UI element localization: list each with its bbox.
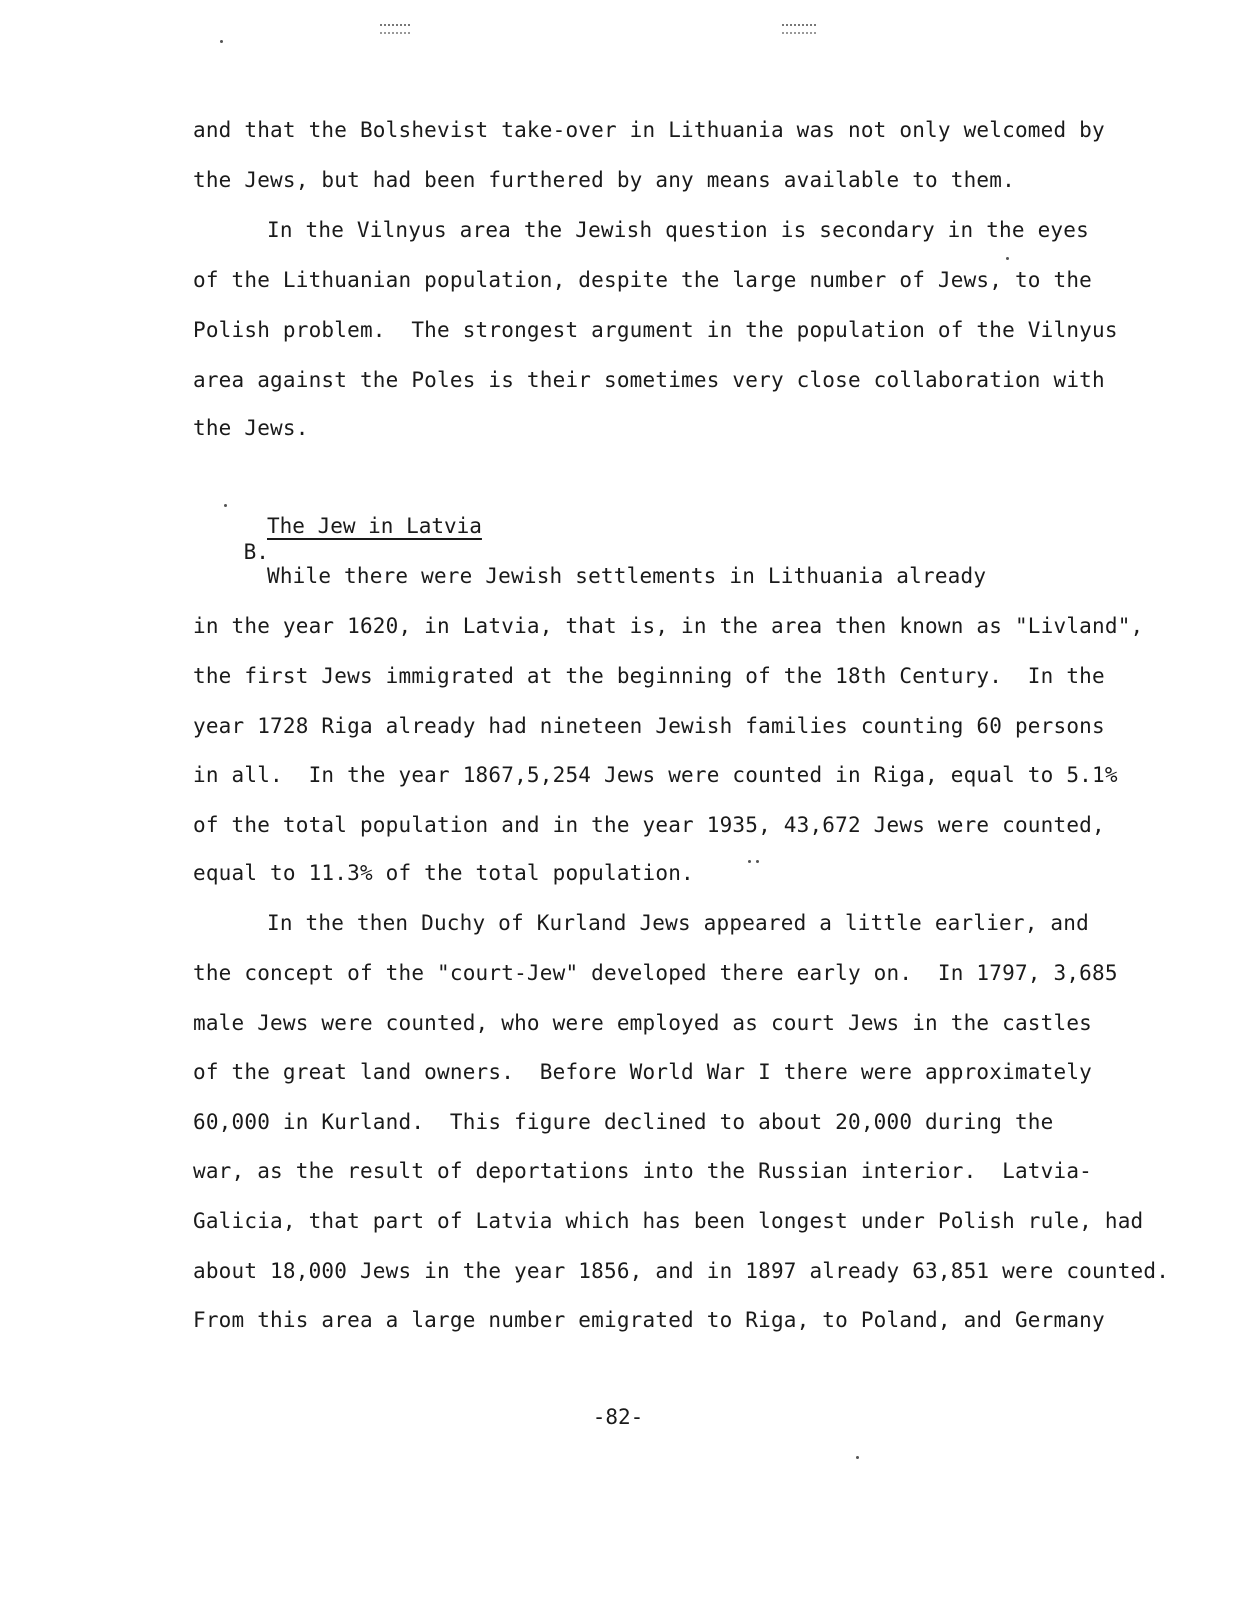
paragraph-4-line-1: In the then Duchy of Kurland Jews appeared a little earlier, and xyxy=(267,911,1089,935)
paragraph-4-line-4: of the great land owners. Before World War I there were approximately xyxy=(193,1060,1093,1084)
scan-artifact-mark xyxy=(380,24,410,34)
scan-speck xyxy=(224,504,227,507)
paragraph-3-line-7: equal to 11.3% of the total population. xyxy=(193,861,694,885)
scan-speck xyxy=(856,1456,859,1459)
paragraph-3-line-1: While there were Jewish settlements in Lithuania already xyxy=(267,564,987,588)
paragraph-3-line-5: in all. In the year 1867,5,254 Jews were counted in Riga, equal to 5.1% xyxy=(193,763,1118,787)
paragraph-2-line-4: area against the Poles is their sometimes very close collaboration with xyxy=(193,368,1105,392)
scan-artifact-mark xyxy=(782,24,816,34)
paragraph-4-line-9: From this area a large number emigrated to Riga, to Poland, and Germany xyxy=(193,1308,1105,1332)
paragraph-4-line-5: 60,000 in Kurland. This figure declined to about 20,000 during the xyxy=(193,1110,1054,1134)
scan-speck xyxy=(1006,257,1009,260)
paragraph-2-line-5: the Jews. xyxy=(193,416,309,440)
paragraph-3-line-6: of the total population and in the year 1935, 43,672 Jews were counted, xyxy=(193,813,1105,837)
paragraph-4-line-6: war, as the result of deportations into the Russian interior. Latvia- xyxy=(193,1159,1093,1183)
paragraph-2-line-2: of the Lithuanian population, despite the large number of Jews, to the xyxy=(193,268,1093,292)
scan-speck xyxy=(756,860,759,863)
paragraph-1-line-2: the Jews, but had been furthered by any means available to them. xyxy=(193,168,1015,192)
section-letter: B. xyxy=(243,540,269,564)
paragraph-4-line-7: Galicia, that part of Latvia which has been longest under Polish rule, had xyxy=(193,1209,1144,1233)
page-number: -82- xyxy=(592,1405,644,1429)
paragraph-4-line-8: about 18,000 Jews in the year 1856, and in 1897 already 63,851 were counted. xyxy=(193,1259,1170,1283)
paragraph-3-line-2: in the year 1620, in Latvia, that is, in the area then known as "Livland", xyxy=(193,614,1144,638)
section-heading xyxy=(193,513,269,591)
paragraph-3-line-4: year 1728 Riga already had nineteen Jewish families counting 60 persons xyxy=(193,714,1105,738)
paragraph-2-line-3: Polish problem. The strongest argument in the population of the Vilnyus xyxy=(193,318,1118,342)
paragraph-4-line-3: male Jews were counted, who were employed as court Jews in the castles xyxy=(193,1011,1093,1035)
scan-speck xyxy=(748,860,751,863)
paragraph-1-line-1: and that the Bolshevist take-over in Lithuania was not only welcomed by xyxy=(193,118,1105,142)
section-title: The Jew in Latvia xyxy=(267,514,482,538)
paragraph-4-line-2: the concept of the "court-Jew" developed there early on. In 1797, 3,685 xyxy=(193,961,1118,985)
paragraph-2-line-1: In the Vilnyus area the Jewish question is secondary in the eyes xyxy=(267,218,1089,242)
paragraph-3-line-3: the first Jews immigrated at the beginning of the 18th Century. In the xyxy=(193,664,1105,688)
scan-speck xyxy=(220,40,223,43)
